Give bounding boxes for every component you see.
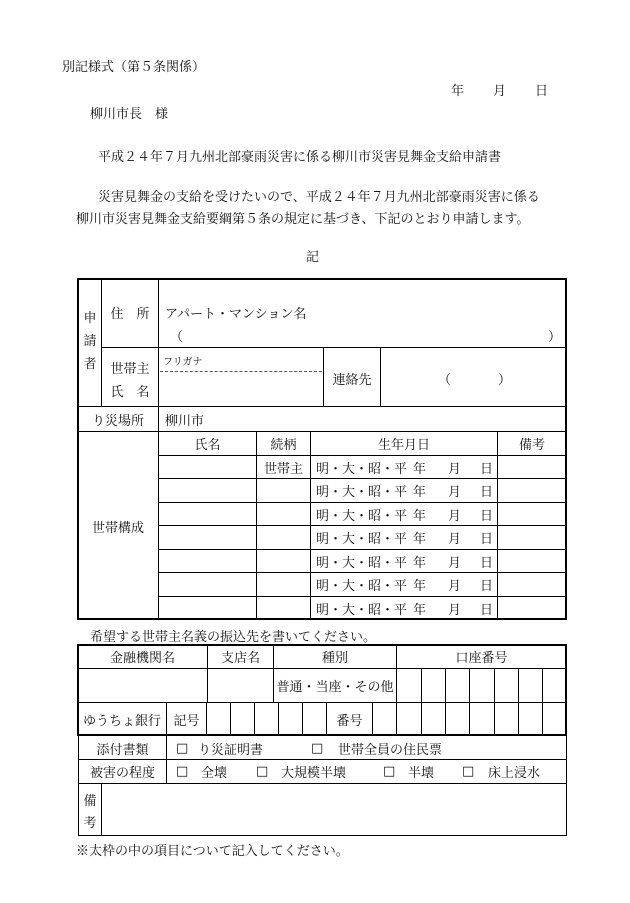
remarks-label-char-1: 備 bbox=[83, 793, 97, 809]
month-label: 月 bbox=[448, 555, 462, 571]
disaster-place-label: り災場所 bbox=[91, 413, 144, 429]
applicant-label-char-2: 請 bbox=[83, 333, 97, 349]
day-label: 日 bbox=[480, 532, 494, 547]
bank-header-type: 種別 bbox=[321, 651, 348, 666]
addressee: 柳川市長 様 bbox=[90, 107, 169, 122]
bango-label: 番号 bbox=[336, 713, 363, 729]
date-month-label: 月 bbox=[493, 84, 507, 99]
apartment-paren-open: （ bbox=[170, 329, 184, 345]
month-label: 月 bbox=[448, 508, 462, 524]
date-day-label: 日 bbox=[535, 84, 549, 99]
bank-header-institution: 金融機関名 bbox=[109, 651, 175, 666]
footer-note: ※太枠の中の項目について記入してください。 bbox=[76, 844, 349, 859]
day-label: 日 bbox=[480, 461, 494, 477]
head-label-2: 氏 名 bbox=[110, 384, 150, 400]
era-label: 明・大・昭・平 bbox=[316, 508, 408, 524]
ki-heading: 記 bbox=[306, 250, 320, 265]
head-label-1: 世帯主 bbox=[110, 361, 150, 377]
damage-above-floor-flooding: 床上浸水 bbox=[488, 766, 541, 781]
checkbox-half-collapse[interactable]: □ bbox=[383, 764, 396, 779]
day-label: 日 bbox=[480, 555, 494, 571]
form-number: 別記様式（第５条関係） bbox=[62, 60, 206, 75]
contact-field[interactable] bbox=[452, 368, 496, 388]
bank-instruction: 希望する世帯主名義の振込先を書いてください。 bbox=[90, 630, 377, 645]
document-title: 平成２４年７月九州北部豪雨災害に係る柳川市災害見舞金支給申請書 bbox=[98, 150, 502, 165]
month-label: 月 bbox=[448, 461, 462, 477]
era-label: 明・大・昭・平 bbox=[316, 485, 408, 500]
bank-header-account: 口座番号 bbox=[455, 651, 508, 666]
checkbox-disaster-certificate[interactable]: □ bbox=[176, 740, 189, 756]
year-label: 年 bbox=[413, 579, 427, 594]
year-label: 年 bbox=[413, 485, 427, 500]
intro-line-1: 災害見舞金の支給を受けたいので、平成２４年７月九州北部豪雨災害に係る bbox=[98, 190, 540, 205]
contact-paren-open: （ bbox=[438, 372, 452, 388]
day-label: 日 bbox=[480, 602, 494, 618]
checkbox-total-collapse[interactable]: □ bbox=[176, 764, 189, 779]
damage-total-collapse: 全壊 bbox=[201, 766, 228, 781]
year-label: 年 bbox=[413, 602, 427, 618]
day-label: 日 bbox=[480, 485, 494, 500]
checkbox-above-floor-flooding[interactable]: □ bbox=[462, 764, 475, 779]
head-name-field[interactable] bbox=[162, 376, 320, 403]
attachments-label: 添付書類 bbox=[96, 742, 149, 758]
era-label: 明・大・昭・平 bbox=[316, 532, 408, 547]
year-label: 年 bbox=[413, 555, 427, 571]
disaster-place-field[interactable] bbox=[215, 409, 560, 429]
address-field[interactable] bbox=[230, 283, 560, 301]
kigo-label: 記号 bbox=[173, 713, 200, 729]
furigana-field[interactable] bbox=[205, 352, 320, 369]
month-label: 月 bbox=[448, 485, 462, 500]
col-header-name: 氏名 bbox=[194, 438, 221, 453]
year-label: 年 bbox=[413, 532, 427, 547]
intro-line-2: 柳川市災害見舞金支給要綱第５条の規定に基づき、下記のとおり申請します。 bbox=[76, 212, 530, 227]
date-year-label: 年 bbox=[451, 84, 465, 99]
apartment-name-field[interactable] bbox=[177, 329, 545, 343]
apartment-label: アパート・マンション名 bbox=[165, 306, 307, 322]
bank-name-field[interactable] bbox=[80, 671, 204, 699]
checkbox-resident-record[interactable]: □ bbox=[311, 740, 324, 756]
applicant-label-char-3: 者 bbox=[83, 356, 97, 372]
attachment-disaster-certificate: り災証明書 bbox=[198, 742, 264, 758]
damage-label: 被害の程度 bbox=[89, 766, 155, 781]
month-label: 月 bbox=[448, 579, 462, 594]
kigo-field[interactable] bbox=[208, 705, 324, 733]
era-label: 明・大・昭・平 bbox=[316, 602, 408, 618]
disaster-place-value: 柳川市 bbox=[165, 413, 205, 429]
apartment-paren-close: ） bbox=[548, 329, 562, 345]
checkbox-large-half-collapse[interactable]: □ bbox=[256, 764, 269, 779]
attachment-resident-record: 世帯全員の住民票 bbox=[338, 742, 443, 758]
remarks-field[interactable] bbox=[104, 786, 564, 832]
damage-half-collapse: 半壊 bbox=[408, 766, 435, 781]
address-label: 住 所 bbox=[110, 306, 150, 322]
day-label: 日 bbox=[480, 579, 494, 594]
year-label: 年 bbox=[413, 508, 427, 524]
day-label: 日 bbox=[480, 508, 494, 524]
col-header-relation: 続柄 bbox=[270, 438, 297, 453]
era-label: 明・大・昭・平 bbox=[316, 461, 408, 477]
col-header-remarks: 備考 bbox=[518, 438, 545, 453]
era-label: 明・大・昭・平 bbox=[316, 579, 408, 594]
yucho-label: ゆうちょ銀行 bbox=[82, 713, 161, 729]
contact-label: 連絡先 bbox=[332, 372, 372, 388]
branch-name-field[interactable] bbox=[210, 671, 270, 699]
household-label: 世帯構成 bbox=[91, 520, 144, 536]
bank-header-branch: 支店名 bbox=[220, 651, 260, 666]
month-label: 月 bbox=[448, 602, 462, 618]
account-type-options[interactable]: 普通・当座・その他 bbox=[276, 680, 394, 695]
month-label: 月 bbox=[448, 532, 462, 547]
applicant-label-char-1: 申 bbox=[83, 310, 97, 326]
contact-paren-close: ） bbox=[498, 372, 512, 388]
relation-cell-head: 世帯主 bbox=[263, 461, 303, 477]
era-label: 明・大・昭・平 bbox=[316, 555, 408, 571]
account-number-field[interactable] bbox=[398, 671, 564, 733]
remarks-label-char-2: 考 bbox=[83, 815, 97, 831]
col-header-birthdate: 生年月日 bbox=[377, 438, 430, 453]
furigana-label: フリガナ bbox=[163, 356, 203, 368]
damage-large-half-collapse: 大規模半壊 bbox=[281, 766, 347, 781]
year-label: 年 bbox=[413, 461, 427, 477]
